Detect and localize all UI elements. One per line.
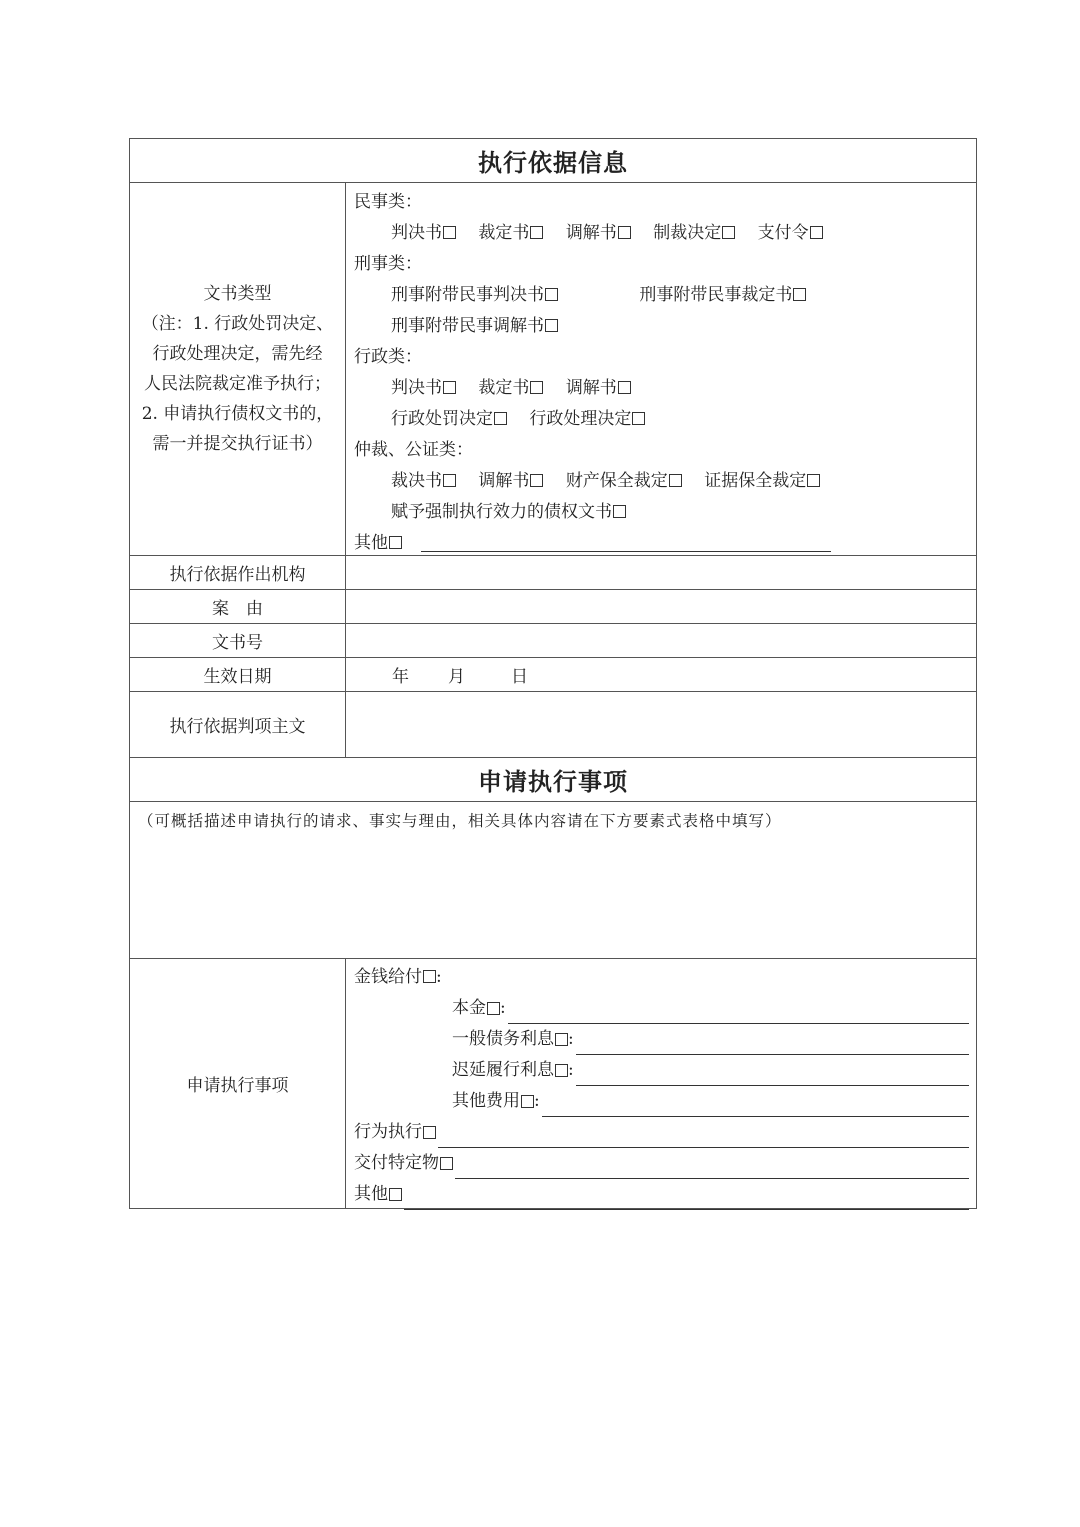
doc-type-note-line: （注：1. 行政处罚决定、 [141, 314, 334, 334]
option-civil-payment-order[interactable]: 支付令 [758, 223, 823, 243]
admin-options [354, 373, 976, 404]
option-admin-judgment[interactable]: 判决书 [391, 378, 456, 398]
doc-no-field[interactable] [346, 624, 976, 657]
option-arb-evidence-preservation[interactable]: 证据保全裁定 [704, 471, 820, 491]
application-note: （可概括描述申请执行的请求、事实与理由，相关具体内容请在下方要素式表格中填写） [138, 812, 782, 830]
section-title-application: 申请执行事项 [130, 758, 976, 802]
option-admin-ruling[interactable]: 裁定书 [478, 378, 543, 398]
option-civil-sanction[interactable]: 制裁决定 [653, 223, 735, 243]
option-arb-property-preservation[interactable]: 财产保全裁定 [566, 471, 682, 491]
admin-options-2 [354, 404, 976, 435]
arbitration-heading: 仲裁、公证类： [354, 440, 473, 460]
doc-type-label: 文书类型 [203, 284, 272, 304]
option-delay-interest[interactable]: 迟延履行利息 : [354, 1055, 976, 1086]
criminal-options [354, 280, 976, 311]
option-principal[interactable]: 本金 : [354, 993, 976, 1024]
checkbox-icon [389, 536, 402, 549]
effective-date-row [130, 658, 976, 692]
checkbox-icon [545, 288, 558, 301]
checkbox-icon [810, 226, 823, 239]
main-text-row [130, 692, 976, 758]
checkbox-icon [632, 412, 645, 425]
doc-type-label-cell [130, 183, 346, 555]
option-arb-award[interactable]: 裁决书 [391, 471, 456, 491]
checkbox-icon [545, 319, 558, 332]
option-civil-mediation[interactable]: 调解书 [566, 223, 631, 243]
effective-date-label: 生效日期 [130, 658, 346, 691]
checkbox-icon [530, 381, 543, 394]
date-year: 年 [392, 667, 409, 687]
civil-heading: 民事类： [354, 192, 422, 212]
option-admin-handling[interactable]: 行政处理决定 [529, 409, 645, 429]
application-items-label: 申请执行事项 [130, 959, 346, 1208]
section-title-basis: 执行依据信息 [130, 139, 976, 183]
other-costs-field [542, 1094, 969, 1117]
application-other-field [404, 1187, 969, 1210]
checkbox-icon [555, 1033, 568, 1046]
checkbox-icon [389, 1188, 402, 1201]
main-text-label: 执行依据判项主文 [130, 692, 346, 757]
cause-label: 案 由 [130, 590, 346, 623]
option-money-payment[interactable]: 金钱给付 : [354, 967, 442, 987]
issuer-label: 执行依据作出机构 [130, 556, 346, 589]
option-other-costs[interactable]: 其他费用 : [354, 1086, 976, 1117]
application-description-area[interactable] [130, 802, 976, 959]
checkbox-icon [443, 474, 456, 487]
option-arb-enforceable-debt-doc[interactable]: 赋予强制执行效力的债权文书 [391, 502, 626, 522]
main-text-field[interactable] [346, 692, 976, 757]
option-civil-judgment[interactable]: 判决书 [391, 223, 456, 243]
other-doc-type [354, 528, 976, 559]
general-interest-field [576, 1032, 969, 1055]
option-civil-ruling[interactable]: 裁定书 [478, 223, 543, 243]
option-arb-mediation[interactable]: 调解书 [478, 471, 543, 491]
doc-type-options [346, 183, 976, 555]
option-act-enforcement[interactable]: 行为执行 [354, 1117, 976, 1148]
doc-type-note-line: 行政处理决定，需先经 [152, 344, 323, 364]
delay-interest-field [576, 1063, 969, 1086]
checkbox-icon [443, 226, 456, 239]
checkbox-icon [618, 226, 631, 239]
other-doc-type-field[interactable] [421, 531, 831, 552]
doc-no-row [130, 624, 976, 658]
option-general-interest[interactable]: 一般债务利息 : [354, 1024, 976, 1055]
civil-options [354, 218, 976, 249]
cause-row [130, 590, 976, 624]
arbitration-options-2 [354, 497, 976, 528]
option-other[interactable]: 其他 [354, 533, 402, 553]
issuer-field[interactable] [346, 556, 976, 589]
option-criminal-mediation[interactable]: 刑事附带民事调解书 [391, 316, 558, 336]
checkbox-icon [423, 1126, 436, 1139]
checkbox-icon [521, 1095, 534, 1108]
criminal-heading: 刑事类： [354, 254, 422, 274]
option-application-other[interactable]: 其他 [354, 1179, 976, 1210]
checkbox-icon [443, 381, 456, 394]
act-enforcement-field [438, 1125, 969, 1148]
option-admin-penalty[interactable]: 行政处罚决定 [391, 409, 507, 429]
checkbox-icon [530, 474, 543, 487]
checkbox-icon [722, 226, 735, 239]
specific-delivery-field [455, 1156, 969, 1179]
doc-type-row [130, 183, 976, 556]
effective-date-field[interactable] [346, 658, 976, 691]
option-criminal-judgment[interactable]: 刑事附带民事判决书 [391, 285, 558, 305]
principal-field [508, 1001, 969, 1024]
checkbox-icon [530, 226, 543, 239]
arbitration-options [354, 466, 976, 497]
option-specific-delivery[interactable]: 交付特定物 [354, 1148, 976, 1179]
date-day: 日 [511, 667, 528, 687]
option-criminal-ruling[interactable]: 刑事附带民事裁定书 [639, 285, 806, 305]
enforcement-form [129, 138, 977, 1209]
doc-type-note-line: 需一并提交执行证书） [152, 434, 323, 454]
checkbox-icon [555, 1064, 568, 1077]
checkbox-icon [613, 505, 626, 518]
checkbox-icon [669, 474, 682, 487]
doc-type-note-line: 2. 申请执行债权文书的， [141, 404, 334, 424]
checkbox-icon [807, 474, 820, 487]
application-items-options [346, 959, 976, 1208]
checkbox-icon [494, 412, 507, 425]
checkbox-icon [618, 381, 631, 394]
checkbox-icon [793, 288, 806, 301]
option-admin-mediation[interactable]: 调解书 [566, 378, 631, 398]
checkbox-icon [487, 1002, 500, 1015]
checkbox-icon [423, 970, 436, 983]
issuer-row [130, 556, 976, 590]
date-month: 月 [448, 667, 465, 687]
criminal-options-2 [354, 311, 976, 342]
admin-heading: 行政类： [354, 347, 422, 367]
doc-no-label: 文书号 [130, 624, 346, 657]
doc-type-note-line: 人民法院裁定准予执行； [144, 374, 331, 394]
application-items-row [130, 959, 976, 1208]
cause-field[interactable] [346, 590, 976, 623]
checkbox-icon [440, 1157, 453, 1170]
